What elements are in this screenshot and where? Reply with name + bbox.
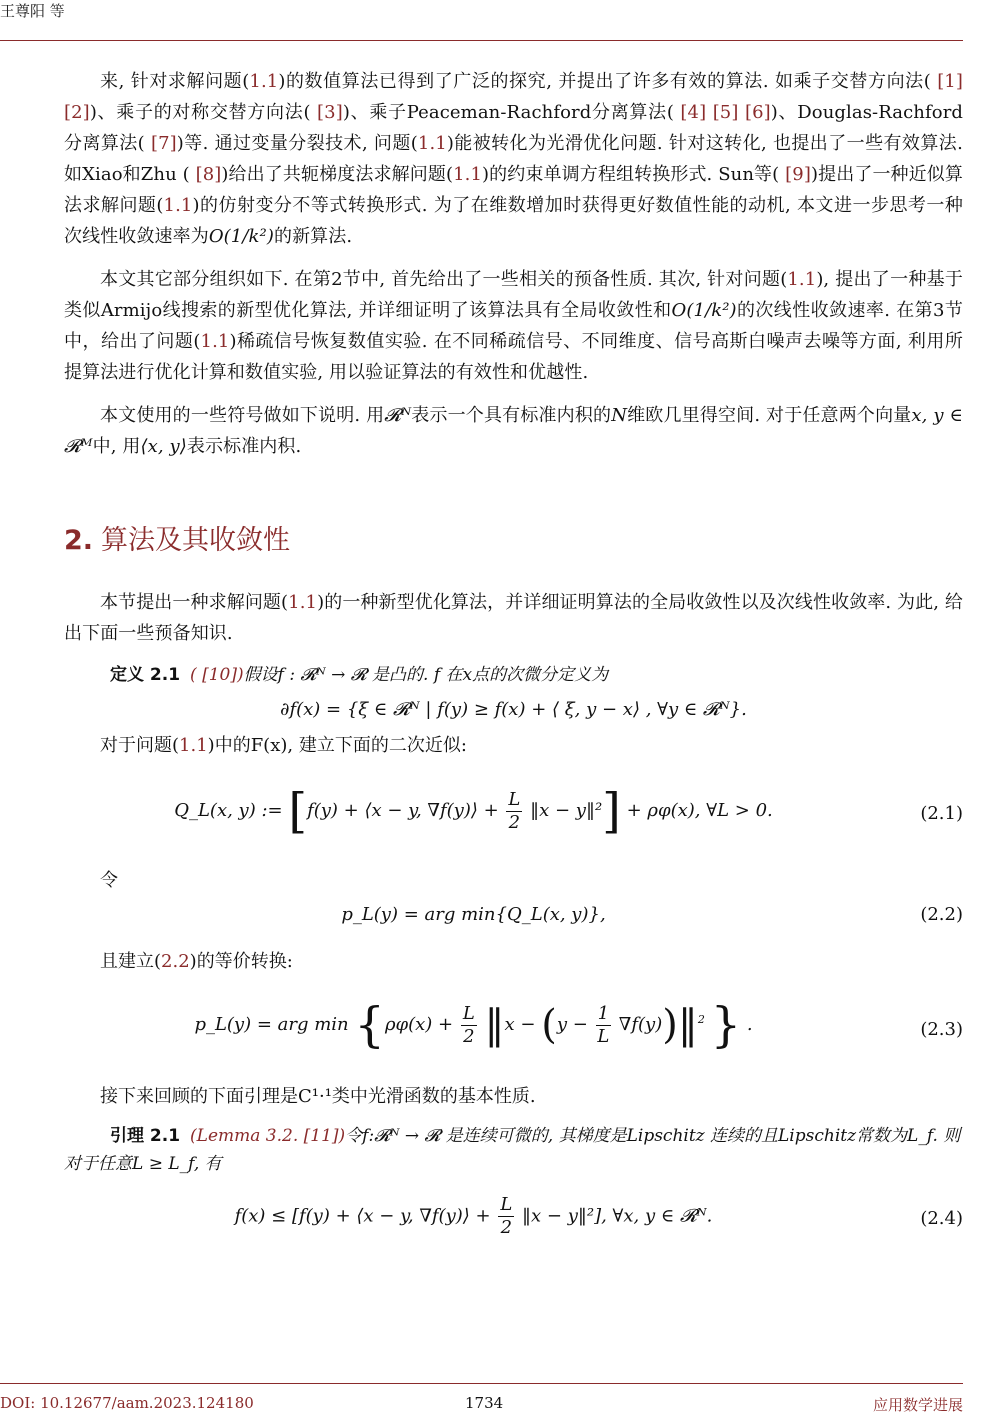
equation-number-2-4: (2.4) [920, 1208, 963, 1229]
lemma-intro-text: 接下来回顾的下面引理是C¹·¹类中光滑函数的基本性质. [100, 1086, 536, 1107]
intro-paragraph-2: 本文其它部分组织如下. 在第2节中, 首先给出了一些相关的预备性质. 其次, 针对问题(1.1), 提出了一种基于类似Armijo线搜索的新型优化算法, 并详细证明了该算法具有全局收敛性和O(1/k²)的次线性收敛速率. 在第3节中，给出了问题(1.1)稀疏信号恢复数值实验. 在不同稀疏信号、不同维度、信号高斯白噪声去噪等方面, 利用所提算法进行优化计算和数值实验, 用以验证算法的有效性和优越性. [64, 269, 963, 383]
equation-2-3: p_L(y) = arg min {ρφ(x) + $\frac{L}{2}$ ‖x − (y − $\frac{1}{L}$ ∇f(y))‖$^2$ } . (2.3) [194, 997, 963, 1053]
citation-10[interactable]: ( [10]) [190, 665, 244, 685]
equation-2-1: Q_L(x, y) := [f(y) + ⟨x − y, ∇f(y)⟩ + $\frac{L}{2}$ ‖x − y‖²] + ρφ(x), ∀L > 0. (2.1) [174, 783, 963, 839]
ref-link-eq1-6[interactable]: 1.1 [200, 331, 230, 352]
lemma-2-1 [64, 1122, 963, 1178]
citation-2[interactable]: [2] [64, 102, 90, 123]
citation-6[interactable]: [6] [744, 102, 771, 123]
citation-8[interactable]: [8] [195, 164, 222, 185]
ling-text: 令 [100, 870, 118, 891]
equation-number-2-1: (2.1) [920, 803, 963, 824]
equivalence-text: 且建立(2.2)的等价转换: [100, 951, 293, 972]
citation-4[interactable]: [4] [680, 102, 707, 123]
header-author: 王尊阳 等 [0, 2, 65, 20]
intro-paragraph-1: 来, 针对求解问题(1.1)的数值算法已得到了广泛的探究, 并提出了许多有效的算法. 如乘子交替方向法( [1] [2])、乘子的对称交替方向法( [3])、乘子Peaceman-Rachford分离算法( [4] [5] [6])、Douglas-Rachford分离算法( [7])等. 通过变量分裂技术, 问题(1.1)能被转化为光滑优化问题. 针对这转化, 也提出了一些有效算法. 如Xiao和Zhu ( [8])给出了共轭梯度法求解问题(1.1)的约束单调方程组转换形式. Sun等( [9])提出了一种近似算法求解问题(1.1)的仿射变分不等式转换形式. 为了在维数增加时获得更好数值性能的动机, 本文进一步思考一种次线性收敛速率为O(1/k²)的新算法. [64, 71, 964, 247]
equation-number-2-2: (2.2) [920, 904, 963, 925]
equation-2-4: f(x) ≤ [f(y) + ⟨x − y, ∇f(y)⟩ + $\frac{L}{2}$ ‖x − y‖²], ∀x, y ∈ 𝓡ᴺ. (2.4) [234, 1194, 963, 1238]
section-paragraph-1: 本节提出一种求解问题(1.1)的一种新型优化算法，并详细证明算法的全局收敛性以及次线性收敛率. 为此, 给出下面一些预备知识. [64, 592, 963, 644]
ref-link-eq1-4[interactable]: 1.1 [163, 195, 193, 216]
page-header [0, 0, 963, 41]
definition-label: 定义 2.1 [110, 665, 181, 685]
section-number: 2. [64, 525, 94, 556]
definition-body: 假设f : 𝓡ᴺ → 𝓡 是凸的. f 在x点的次微分定义为 [243, 665, 609, 685]
ref-link-eq1-2[interactable]: 1.1 [417, 133, 447, 154]
equation-2-2: p_L(y) = arg min{Q_L(x, y)}, (2.2) [341, 904, 963, 925]
page-number: 1734 [465, 1394, 504, 1412]
definition-2-1 [64, 661, 963, 689]
ref-link-eq1-7[interactable]: 1.1 [288, 592, 318, 613]
lemma-body: 令f:𝓡ᴺ → 𝓡 是连续可微的, 其梯度是Lipschitz 连续的且Lipschitz常数为L_f. 则对于任意L ≥ L_f, 有 [64, 1126, 961, 1174]
equation-number-2-3: (2.3) [920, 1019, 963, 1040]
citation-9[interactable]: [9] [785, 164, 811, 185]
ref-link-eq1-3[interactable]: 1.1 [453, 164, 483, 185]
intro-paragraph-3: 本文使用的一些符号做如下说明. 用𝓡ᴺ表示一个具有标准内积的N维欧几里得空间. 对于任意两个向量x, y ∈ 𝓡ᴹ中, 用⟨x, y⟩表示标准内积. [64, 405, 963, 457]
rate-expression: O(1/k²) [671, 300, 737, 321]
ref-link-eq2-2[interactable]: 2.2 [161, 951, 190, 972]
lemma-label: 引理 2.1 [110, 1126, 181, 1146]
section-title: 算法及其收敛性 [101, 525, 291, 556]
citation-11[interactable]: (Lemma 3.2. [11]) [190, 1126, 346, 1146]
ref-link-eq1-5[interactable]: 1.1 [787, 269, 817, 290]
citation-5[interactable]: [5] [712, 102, 739, 123]
ref-link-eq1-1[interactable]: 1.1 [249, 71, 279, 92]
subdifferential-formula: ∂f(x) = {ξ ∈ 𝓡ᴺ | f(y) ≥ f(x) + ⟨ ξ, y − x⟩ , ∀y ∈ 𝓡ᴺ}. [280, 699, 747, 720]
section-heading [64, 518, 963, 557]
approximation-text: 对于问题(1.1)中的F(x), 建立下面的二次近似: [100, 735, 467, 756]
citation-3[interactable]: [3] [317, 102, 343, 123]
page-content [64, 66, 963, 1260]
page-footer [0, 1383, 963, 1415]
doi-link[interactable]: DOI: 10.12677/aam.2023.124180 [0, 1394, 254, 1412]
citation-1[interactable]: [1] [937, 71, 963, 92]
ref-link-eq1-8[interactable]: 1.1 [179, 735, 208, 756]
citation-7[interactable]: [7] [150, 133, 177, 154]
rate-expression: O(1/k²) [208, 226, 274, 247]
journal-name[interactable]: 应用数学进展 [872, 1396, 963, 1414]
